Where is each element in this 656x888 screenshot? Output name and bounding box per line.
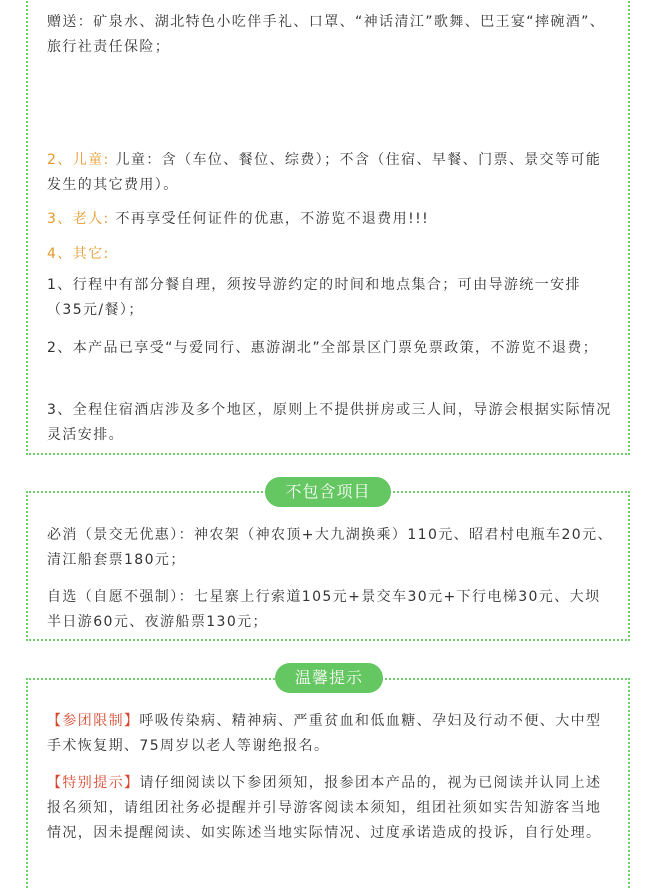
excluded-badge: 不包含项目 — [265, 477, 391, 507]
special-label: 【特别提示】 — [47, 775, 140, 791]
restriction-note — [47, 709, 613, 759]
special-note — [47, 771, 613, 846]
other-label: 4、其它: — [47, 246, 110, 262]
other-note-3: 3、全程住宿酒店涉及多个地区，原则上不提供拼房或三人间，导游会根据实际情况灵活安排。 — [47, 402, 612, 443]
gift-text: 赠送：矿泉水、湖北特色小吃伴手礼、口罩、“神话清江”歌舞、巴王宴“摔碗酒”、旅行社责任保险； — [47, 14, 606, 55]
optional-fees: 自选（自愿不强制）：七星寨上行索道105元+景交车30元+下行电梯30元、大坝半日游60元、夜游船票130元； — [47, 589, 601, 630]
children-label: 2、儿童: — [47, 152, 110, 168]
restriction-label: 【参团限制】 — [47, 713, 140, 729]
children-note — [47, 148, 613, 198]
elderly-label: 3、老人: — [47, 211, 110, 227]
elderly-text: 不再享受任何证件的优惠，不游览不退费用!!! — [109, 211, 430, 227]
mandatory-fees: 必消（景交无优惠）：神农架（神农顶+大九湖换乘）110元、昭君村电瓶车20元、清江船套票180元； — [47, 527, 613, 568]
tips-badge: 温馨提示 — [275, 663, 383, 693]
other-note-2: 2、本产品已享受“与爱同行、惠游湖北”全部景区门票免票政策，不游览不退费； — [47, 340, 599, 356]
other-note-1: 1、行程中有部分餐自理，须按导游约定的时间和地点集合；可由导游统一安排（35元/餐）； — [47, 277, 581, 318]
restriction-text: 呼吸传染病、精神病、严重贫血和低血糖、孕妇及行动不便、大中型手术恢复期、75周岁以老人等谢绝报名。 — [47, 713, 602, 754]
children-text: 儿童：含（车位、餐位、综费）；不含（住宿、早餐、门票、景交等可能发生的其它费用）。 — [47, 152, 602, 193]
special-text: 请仔细阅读以下参团须知，报参团本产品的，视为已阅读并认同上述报名须知，请组团社务必提醒并引导游客阅读本须知，组团社须如实告知游客当地情况，因未提醒阅读、如实陈述当地实际情况、过度承诺造成的投诉，自行处理。 — [47, 775, 602, 841]
elderly-note — [47, 207, 613, 232]
